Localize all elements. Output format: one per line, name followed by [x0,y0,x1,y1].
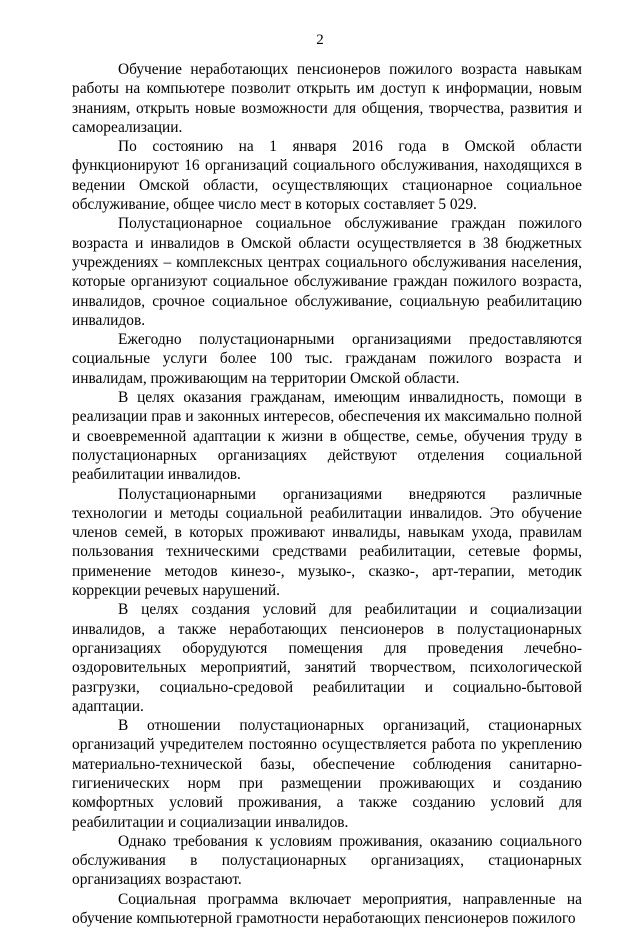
paragraph-stationary-organizations: По состоянию на 1 января 2016 года в Омской области функционируют 16 организаций социального обслуживания, находящихся в ведении Омской области, осуществляющих стационарное социальное обслуживание, общее число мест в которых составляет 5 029. [72,138,582,214]
paragraph-social-program: Социальная программа включает мероприятия, направленные на обучение компьютерной грамотности неработающих пенсионеров пожилого [72,890,582,928]
paragraph-semi-stationary-service: Полустационарное социальное обслуживание граждан пожилого возраста и инвалидов в Омской области осуществляется в 38 бюджетных учреждениях – комплексных центрах социального обслуживания населения, которые организуют социальное обслуживание граждан пожилого возраста, инвалидов, срочное социальное обслуживание, социальную реабилитацию инвалидов. [72,215,582,329]
paragraph-rehabilitation-methods: Полустационарными организациями внедряются различные технологии и методы социальной реабилитации инвалидов. Это обучение членов семей, в которых проживают инвалиды, навыкам ухода, правилам пользования техническими средствами реабилитации, сетевые формы, применение методов кинезо-, музыко-, сказко-, арт-терапии, методик коррекции речевых нарушений. [72,485,582,600]
page-number: 2 [316,32,324,48]
paragraph-computer-training: Обучение неработающих пенсионеров пожилого возраста навыкам работы на компьютере позволит открыть им доступ к информации, новым знаниям, открыть новые возможности для общения, творчества, развития и самореализации. [72,61,582,136]
paragraph-annual-services: Ежегодно полустационарными организациями предоставляются социальные услуги более 100 тыс. гражданам пожилого возраста и инвалидам, проживающим на территории Омской области. [72,331,582,387]
paragraph-material-base: В отношении полустационарных организаций, стационарных организаций учредителем постоянно осуществляется работа по укреплению материально-технической базы, обеспечение соблюдения санитарно-гигиенических норм при размещении проживающих и созданию комфортных условий проживания, а также созданию условий для реабилитации и социализации инвалидов. [72,717,582,831]
paragraph-rehabilitation-departments: В целях оказания гражданам, имеющим инвалидность, помощи в реализации прав и законных интересов, обеспечения их максимально полной и своевременной адаптации к жизни в обществе, семье, обучения труду в полустационарных организациях действуют отделения социальной реабилитации инвалидов. [72,389,582,484]
document-body [72,60,582,928]
paragraph-growing-requirements: Однако требования к условиям проживания, оказанию социального обслуживания в полустационарных организациях, стационарных организациях возрастают. [72,832,582,889]
paragraph-equipped-premises: В целях создания условий для реабилитации и социализации инвалидов, а также неработающих пенсионеров в полустационарных организациях оборудуются помещения для проведения лечебно-оздоровительных мероприятий, занятий творчеством, психологической разгрузки, социально-средовой реабилитации и социально-бытовой адаптации. [72,601,582,715]
